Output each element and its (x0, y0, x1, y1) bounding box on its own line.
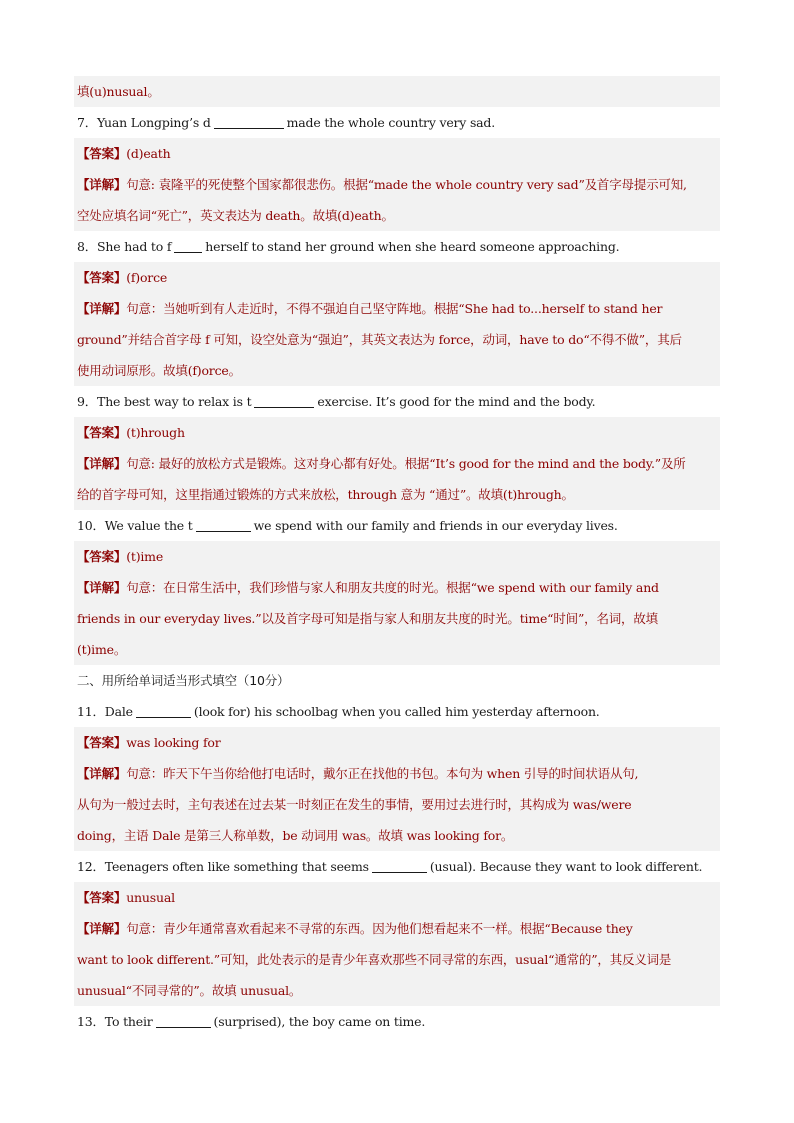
explanation-10: 【详解】句意：在日常生活中，我们珍惜与家人和朋友共度的时光。根据“we spend with our family and (74, 572, 720, 603)
explanation-9: 【详解】句意: 最好的放松方式是锻炼。这对身心都有好处。根据“It’s good for the mind and the body.”及所 (74, 448, 720, 479)
explanation-7: 【详解】句意: 袁隆平的死使整个国家都很悲伤。根据“made the whole country very sad”及首字母提示可知, (74, 169, 720, 200)
answer-8: 【答案】(f)orce (74, 262, 720, 293)
explanation-10-cont: friends in our everyday lives.”以及首字母可知是指与家人和朋友共度的时光。time“时间”，名词，故填 (74, 603, 720, 634)
question-10: 10．We value the t we spend with our family and friends in our everyday lives. (77, 518, 618, 533)
question-7: 7．Yuan Longping’s d made the whole country very sad. (77, 115, 495, 130)
section-heading: 二、用所给单词适当形式填空（10分） (77, 673, 290, 688)
question-9: 9．The best way to relax is t exercise. It’s good for the mind and the body. (77, 394, 596, 409)
answer-blank (372, 858, 427, 873)
answer-blank (174, 238, 202, 253)
answer-12: 【答案】unusual (74, 882, 720, 913)
explanation-8-cont: ground”并结合首字母 f 可知，设空处意为“强迫”，其英文表达为 force，动词，have to do“不得不做”，其后 (74, 324, 720, 355)
explanation-11-cont: 从句为一般过去时，主句表述在过去某一时刻正在发生的事情，要用过去进行时，其构成为 was/were (74, 789, 720, 820)
answer-blank (136, 703, 191, 718)
answer-11: 【答案】was looking for (74, 727, 720, 758)
question-12: 12．Teenagers often like something that seems (usual). Because they want to look different. (77, 859, 703, 874)
question-8: 8．She had to f herself to stand her ground when she heard someone approaching. (77, 239, 620, 254)
explanation-12-cont: want to look different.”可知，此处表示的是青少年喜欢那些不同寻常的东西，usual“通常的”，其反义词是 (74, 944, 720, 975)
answer-7: 【答案】(d)eath (74, 138, 720, 169)
explanation-11: 【详解】句意：昨天下午当你给他打电话时，戴尔正在找他的书包。本句为 when 引导的时间状语从句, (74, 758, 720, 789)
explanation-8: 【详解】句意：当她听到有人走近时，不得不强迫自己坚守阵地。根据“She had to...herself to stand her (74, 293, 720, 324)
answer-9: 【答案】(t)hrough (74, 417, 720, 448)
answer-10: 【答案】(t)ime (74, 541, 720, 572)
answer-blank (156, 1013, 211, 1028)
explanation-11-cont2: doing，主语 Dale 是第三人称单数，be 动词用 was。故填 was looking for。 (74, 820, 720, 851)
document-page (74, 76, 720, 1037)
explanation-9-cont: 给的首字母可知，这里指通过锻炼的方式来放松，through 意为 “通过”。故填(t)hrough。 (74, 479, 720, 510)
explanation-12: 【详解】句意：青少年通常喜欢看起来不寻常的东西。因为他们想看起来不一样。根据“Because they (74, 913, 720, 944)
answer-blank (196, 517, 251, 532)
explanation-12-cont2: unusual“不同寻常的”。故填 unusual。 (74, 975, 720, 1006)
explanation-10-cont2: (t)ime。 (74, 634, 720, 665)
question-13: 13．To their (surprised), the boy came on time. (77, 1014, 426, 1029)
answer-blank (254, 393, 314, 408)
answer-blank (214, 114, 284, 129)
explanation-7-cont: 空处应填名词“死亡”，英文表达为 death。故填(d)eath。 (74, 200, 720, 231)
explanation-continuation: 填(u)nusual。 (74, 76, 720, 107)
question-11: 11．Dale (look for) his schoolbag when you called him yesterday afternoon. (77, 704, 600, 719)
explanation-8-cont2: 使用动词原形。故填(f)orce。 (74, 355, 720, 386)
